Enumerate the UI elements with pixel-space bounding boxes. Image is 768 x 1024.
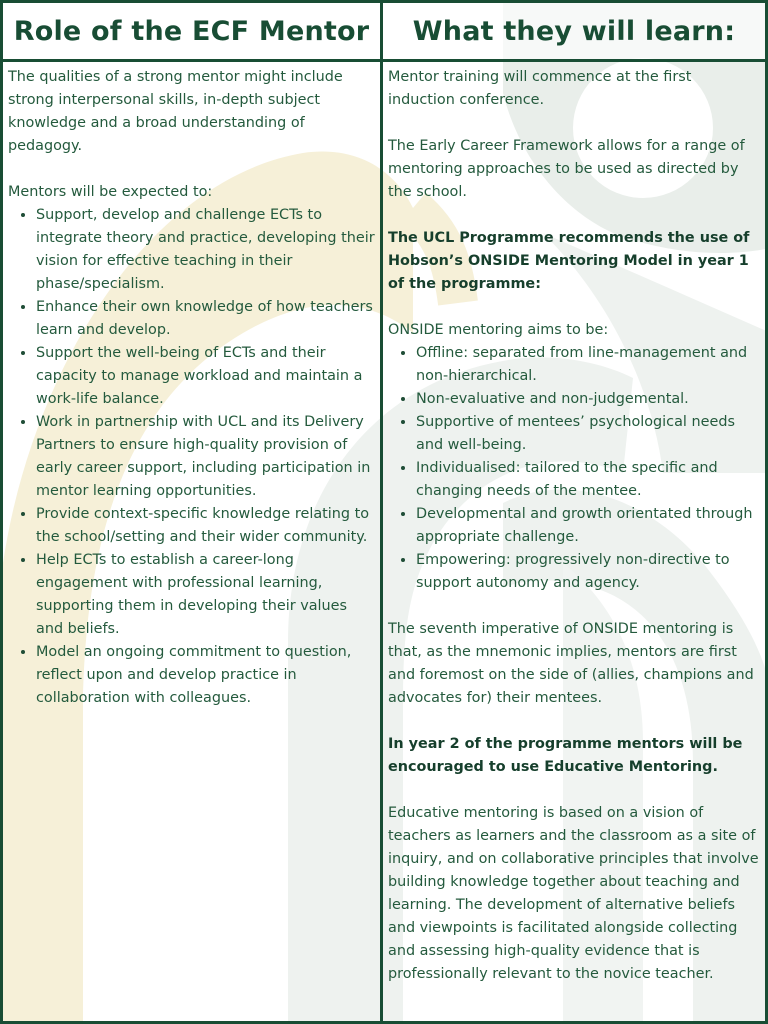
onside-label: ONSIDE mentoring aims to be: — [388, 322, 609, 338]
list-item: • Provide context-specific knowledge relating to the school/setting and their wider community. — [36, 503, 376, 549]
list-item: • Work in partnership with UCL and its Delivery Partners to ensure high-quality provision of early career support, including participation in mentor learning opportunities. — [36, 411, 376, 503]
list-item: • Help ECTs to establish a career-long engagement with professional learning, supporting them in developing their values and beliefs. — [36, 549, 376, 641]
learning-column — [383, 62, 765, 1021]
list-item: • Developmental and growth orientated through appropriate challenge. — [416, 503, 761, 549]
list-item: • Offline: separated from line-management and non-hierarchical. — [416, 342, 761, 388]
expected-label: Mentors will be expected to: — [8, 184, 213, 200]
left-column-heading: Role of the ECF Mentor — [3, 3, 383, 62]
list-item: • Non-evaluative and non-judgemental. — [416, 388, 761, 411]
seventh-imperative-paragraph: The seventh imperative of ONSIDE mentoring is that, as the mnemonic implies, mentors are first and foremost on the side of (allies, champions and advocates for) their mentees. — [388, 621, 754, 706]
list-item: • Individualised: tailored to the specific and changing needs of the mentee. — [416, 457, 761, 503]
educative-mentoring-paragraph: Educative mentoring is based on a vision of teachers as learners and the classroom as a site of inquiry, and on collaborative principles that involve building knowledge together about teaching and learning. The development of alternative beliefs and viewpoints is facilitated alongside collecting and assessing high-quality evidence that is professionally relevant to the novice teacher. — [388, 805, 759, 982]
year2-paragraph: In year 2 of the programme mentors will be encouraged to use Educative Mentoring. — [388, 736, 743, 775]
onside-aims-list — [388, 342, 761, 595]
framework-paragraph: The Early Career Framework allows for a range of mentoring approaches to be used as directed by the school. — [388, 138, 745, 200]
intro-paragraph: The qualities of a strong mentor might include strong interpersonal skills, in-depth subject knowledge and a broad understanding of pedagogy. — [8, 69, 343, 154]
list-item: • Enhance their own knowledge of how teachers learn and develop. — [36, 296, 376, 342]
mentor-duties-list — [8, 204, 376, 710]
list-item: • Empowering: progressively non-directive to support autonomy and agency. — [416, 549, 761, 595]
list-item: • Support the well-being of ECTs and their capacity to manage workload and maintain a work-life balance. — [36, 342, 376, 411]
training-paragraph: Mentor training will commence at the first induction conference. — [388, 69, 692, 108]
list-item: • Model an ongoing commitment to question, reflect upon and develop practice in collaboration with colleagues. — [36, 641, 376, 710]
role-column — [3, 62, 383, 1021]
right-column-heading: What they will learn: — [383, 3, 765, 62]
onside-recommendation: The UCL Programme recommends the use of Hobson’s ONSIDE Mentoring Model in year 1 of the programme: — [388, 230, 750, 292]
list-item: • Supportive of mentees’ psychological needs and well-being. — [416, 411, 761, 457]
list-item: • Support, develop and challenge ECTs to integrate theory and practice, developing their vision for effective teaching in their phase/specialism. — [36, 204, 376, 296]
